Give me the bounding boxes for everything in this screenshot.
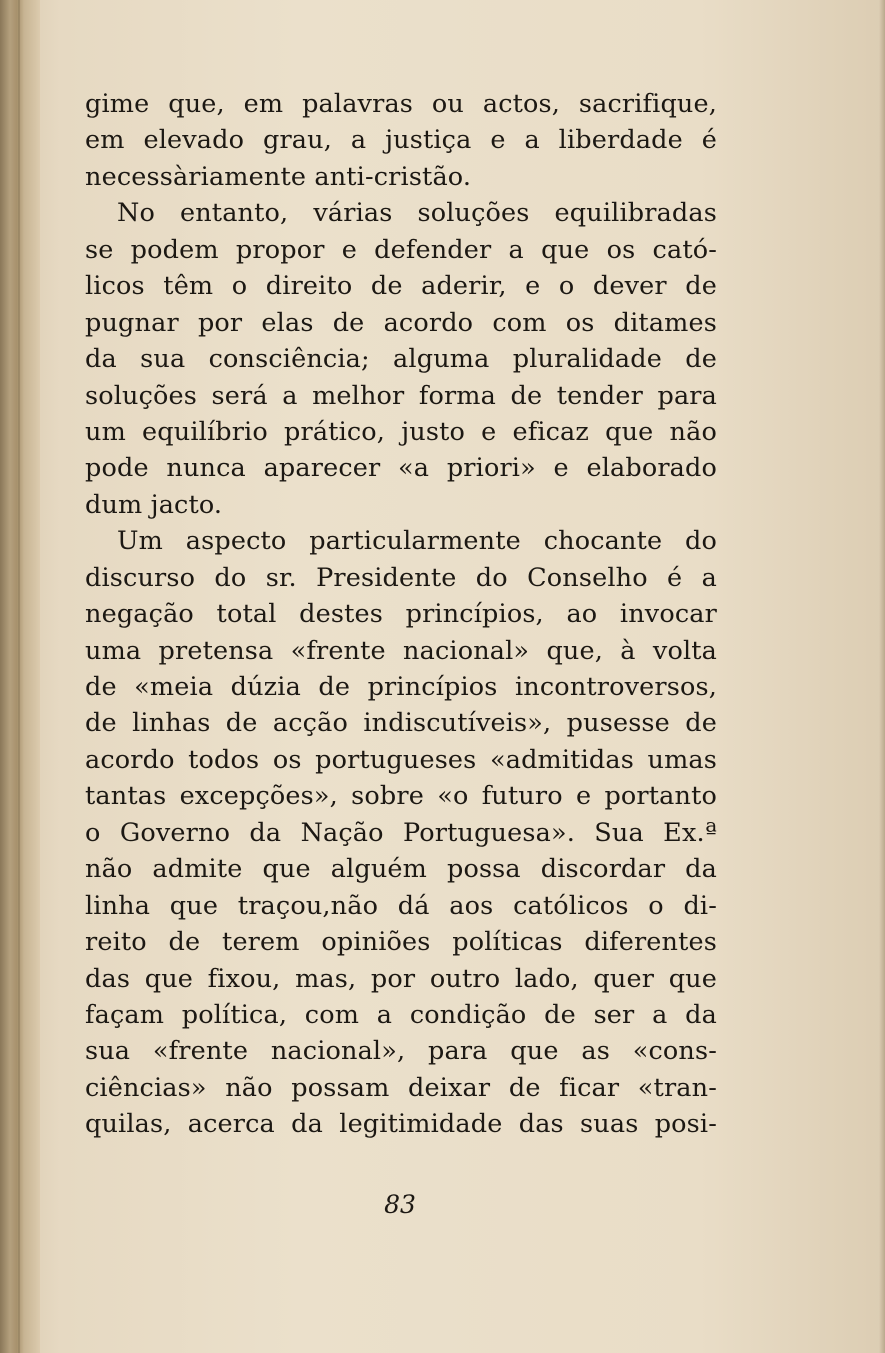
text-line: dum jacto. bbox=[85, 489, 223, 520]
text-line: pode nunca aparecer «a priori» e elaborado bbox=[85, 453, 717, 484]
text-line: façam política, com a condição de ser a da bbox=[85, 999, 717, 1030]
text-line: um equilíbrio prático, justo e eficaz que não bbox=[85, 416, 717, 447]
text-line: se podem propor e defender a que os cató- bbox=[85, 234, 717, 265]
text-line: uma pretensa «frente nacional» que, à volta bbox=[85, 635, 717, 666]
text-line: linha que traçou,não dá aos católicos o di- bbox=[85, 890, 717, 921]
text-line: sua «frente nacional», para que as «cons- bbox=[85, 1036, 717, 1067]
book-spine-shadow bbox=[0, 0, 40, 1353]
text-line: gime que, em palavras ou actos, sacrifique, bbox=[85, 89, 717, 119]
text-line: tantas excepções», sobre «o futuro e portanto bbox=[85, 781, 717, 812]
body-text bbox=[85, 86, 717, 1143]
page-number: 83 bbox=[384, 1190, 416, 1219]
text-line: negação total destes princípios, ao invocar bbox=[85, 599, 717, 630]
text-line: Um aspecto particularmente chocante do bbox=[117, 526, 717, 557]
text-line: em elevado grau, a justiça e a liberdade é bbox=[85, 125, 717, 156]
text-line: das que fixou, mas, por outro lado, quer que bbox=[85, 963, 717, 994]
text-line: No entanto, várias soluções equilibradas bbox=[117, 198, 717, 229]
text-line: pugnar por elas de acordo com os ditames bbox=[85, 307, 717, 338]
text-line: de linhas de acção indiscutíveis», pusesse de bbox=[85, 708, 717, 739]
text-line: não admite que alguém possa discordar da bbox=[85, 854, 717, 885]
text-line: discurso do sr. Presidente do Conselho é a bbox=[85, 562, 717, 593]
text-line: acordo todos os portugueses «admitidas umas bbox=[85, 744, 717, 775]
text-line: soluções será a melhor forma de tender para bbox=[85, 380, 717, 411]
text-line: necessàriamente anti-cristão. bbox=[85, 161, 472, 192]
text-line: licos têm o direito de aderir, e o dever de bbox=[85, 271, 717, 302]
spine-line bbox=[18, 0, 20, 1353]
text-line: da sua consciência; alguma pluralidade de bbox=[85, 344, 717, 375]
text-line: reito de terem opiniões políticas diferentes bbox=[85, 927, 717, 958]
text-line: ciências» não possam deixar de ficar «tran- bbox=[85, 1072, 717, 1103]
page-edge-shadow bbox=[879, 0, 885, 1353]
text-line: o Governo da Nação Portuguesa». Sua Ex.ª bbox=[85, 817, 717, 848]
text-line: de «meia dúzia de princípios incontroversos, bbox=[85, 672, 717, 702]
text-line: quilas, acerca da legitimidade das suas posi- bbox=[85, 1109, 717, 1140]
